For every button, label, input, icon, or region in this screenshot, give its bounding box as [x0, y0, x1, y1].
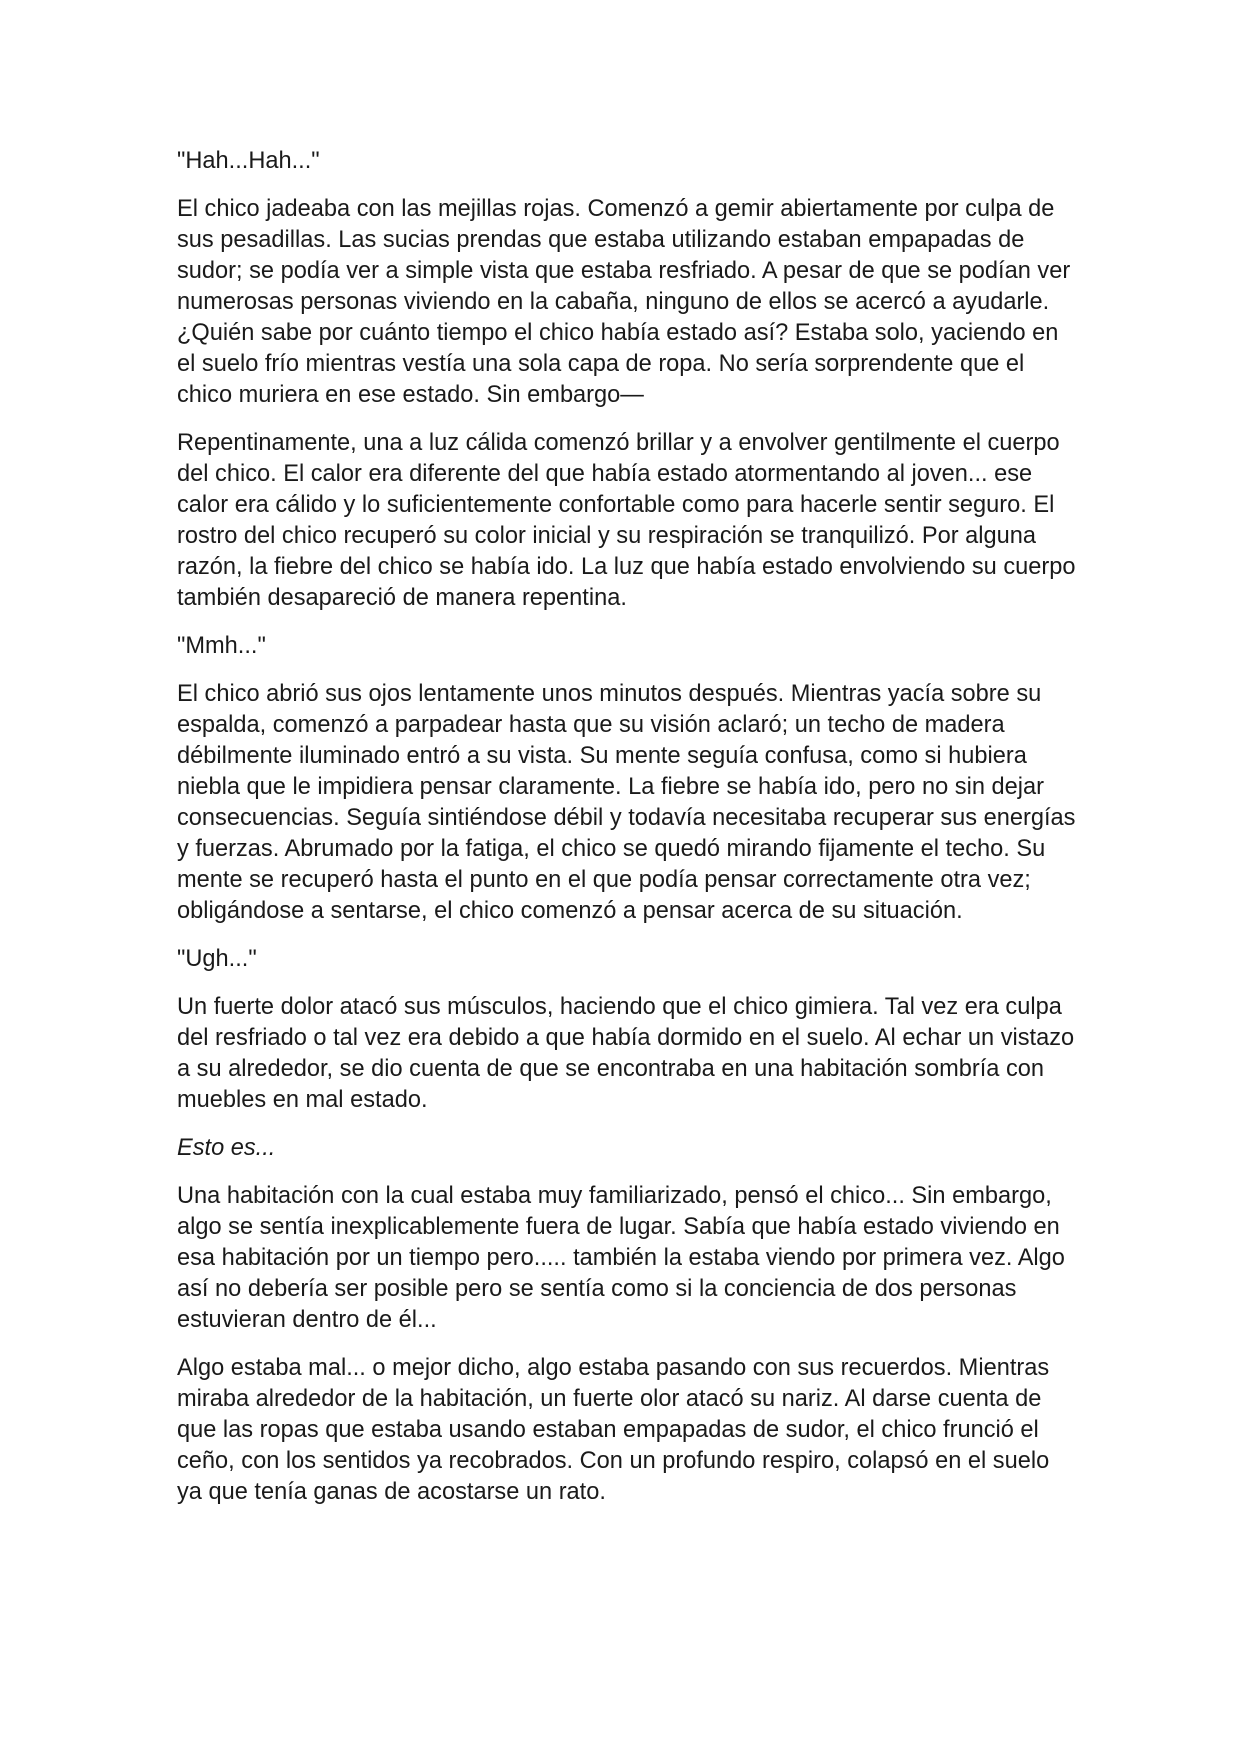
paragraph: Una habitación con la cual estaba muy familiarizado, pensó el chico... Sin embargo, algo se sentía inexplicablemente fuera de lugar. Sabía que había estado viviendo en esa habitación por un tiempo pero..... también la estaba viendo por primera vez. Algo así no debería ser posible pero se sentía como si la conciencia de dos personas estuvieran dentro de él... — [177, 1183, 1065, 1333]
paragraph: El chico abrió sus ojos lentamente unos minutos después. Mientras yacía sobre su espalda, comenzó a parpadear hasta que su visión aclaró; un techo de madera débilmente iluminado entró a su vista. Su mente seguía confusa, como si hubiera niebla que le impidiera pensar claramente. La fiebre se había ido, pero no sin dejar consecuencias. Seguía sintiéndose débil y todavía necesitaba recuperar sus energías y fuerzas. Abrumado por la fatiga, el chico se quedó mirando fijamente el techo. Su mente se recuperó hasta el punto en el que podía pensar correctamente otra vez; obligándose a sentarse, el chico comenzó a pensar acerca de su situación. — [177, 681, 1076, 924]
paragraph: Un fuerte dolor atacó sus músculos, haciendo que el chico gimiera. Tal vez era culpa del resfriado o tal vez era debido a que había dormido en el suelo. Al echar un vistazo a su alrededor, se dio cuenta de que se encontraba en una habitación sombría con muebles en mal estado. — [177, 994, 1075, 1113]
inner-thought-line: Esto es... — [177, 1135, 276, 1161]
document-body — [177, 146, 1077, 1525]
dialogue-line: "Mmh..." — [177, 633, 266, 659]
paragraph: Repentinamente, una a luz cálida comenzó brillar y a envolver gentilmente el cuerpo del chico. El calor era diferente del que había estado atormentando al joven... ese calor era cálido y lo suficientemente confortable como para hacerle sentir seguro. El rostro del chico recuperó su color inicial y su respiración se tranquilizó. Por alguna razón, la fiebre del chico se había ido. La luz que había estado envolviendo su cuerpo también desapareció de manera repentina. — [177, 430, 1076, 611]
dialogue-line: "Hah...Hah..." — [177, 148, 320, 174]
dialogue-line: "Ugh..." — [177, 946, 257, 972]
paragraph: Algo estaba mal... o mejor dicho, algo estaba pasando con sus recuerdos. Mientras miraba alrededor de la habitación, un fuerte olor atacó su nariz. Al darse cuenta de que las ropas que estaba usando estaban empapadas de sudor, el chico frunció el ceño, con los sentidos ya recobrados. Con un profundo respiro, colapsó en el suelo ya que tenía ganas de acostarse un rato. — [177, 1355, 1050, 1505]
paragraph: El chico jadeaba con las mejillas rojas. Comenzó a gemir abiertamente por culpa de sus pesadillas. Las sucias prendas que estaba utilizando estaban empapadas de sudor; se podía ver a simple vista que estaba resfriado. A pesar de que se podían ver numerosas personas viviendo en la cabaña, ninguno de ellos se acercó a ayudarle. ¿Quién sabe por cuánto tiempo el chico había estado así? Estaba solo, yaciendo en el suelo frío mientras vestía una sola capa de ropa. No sería sorprendente que el chico muriera en ese estado. Sin embargo— — [177, 196, 1071, 408]
